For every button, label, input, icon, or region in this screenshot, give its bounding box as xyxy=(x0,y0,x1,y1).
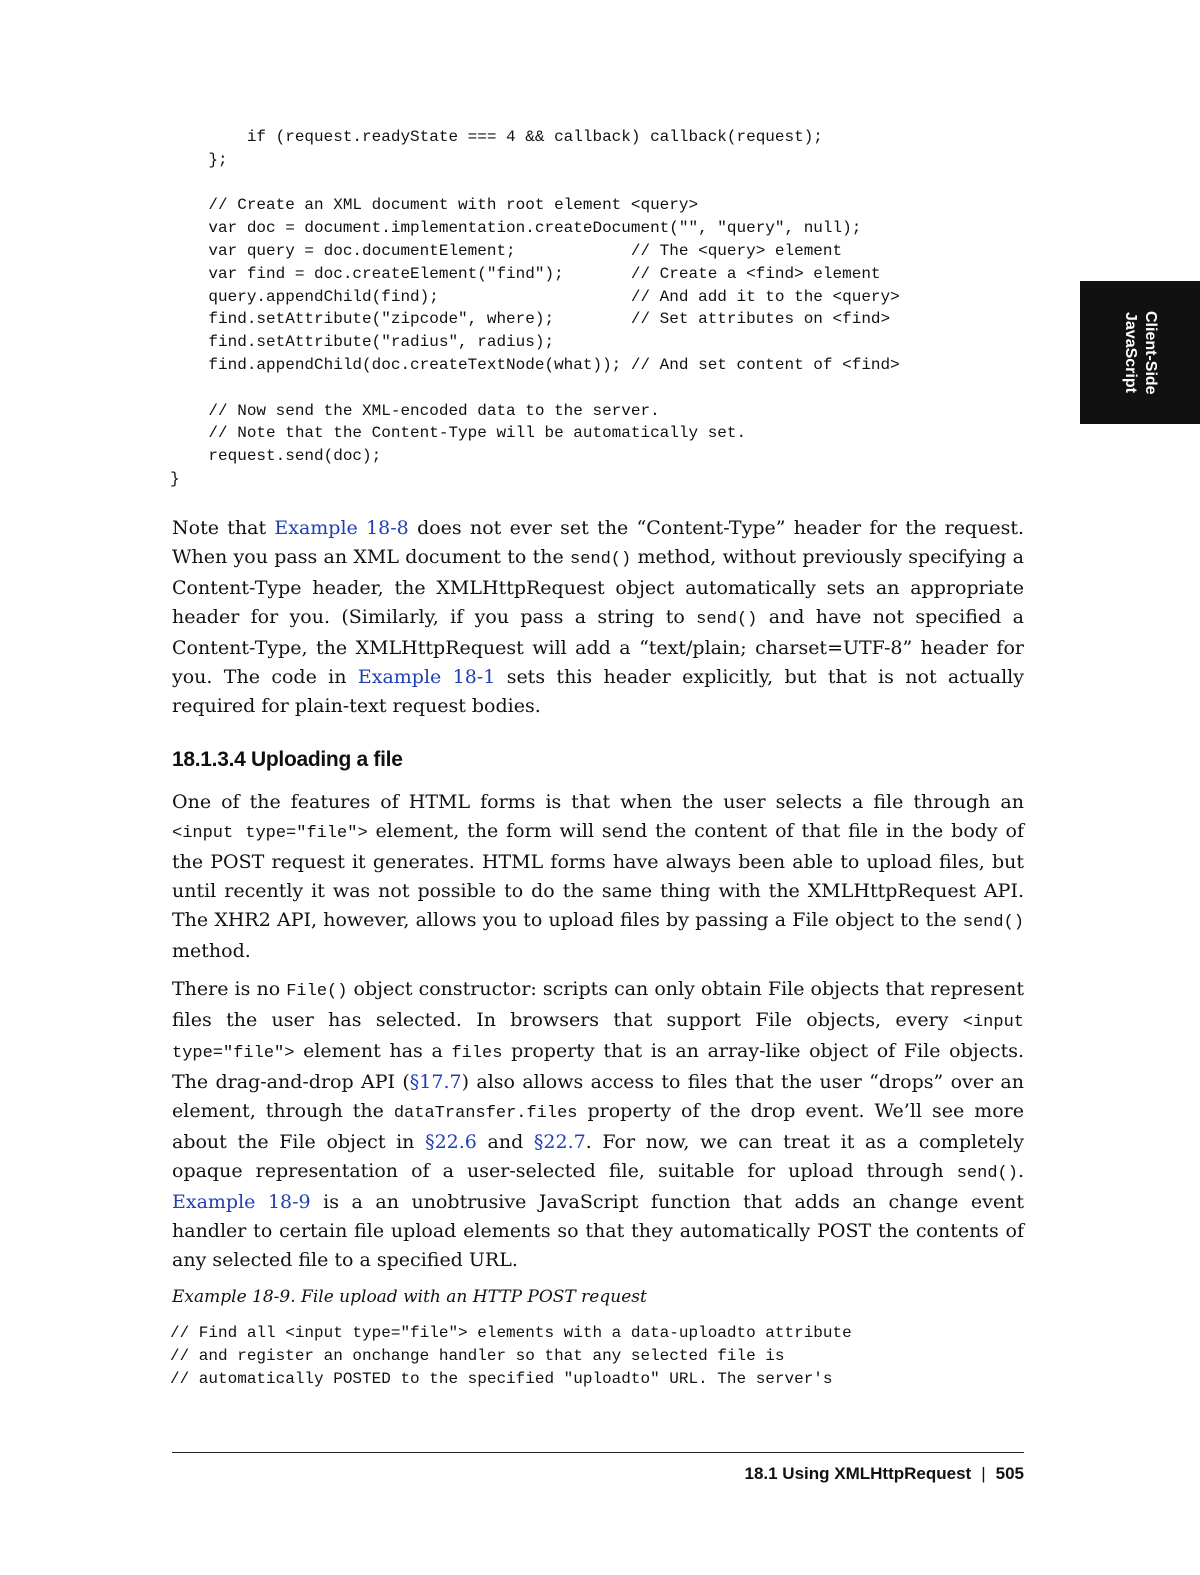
code-input-file: <input type="file"> xyxy=(172,824,368,843)
link-example-18-1[interactable]: Example 18-1 xyxy=(357,666,496,688)
text-run: element has a xyxy=(294,1040,452,1062)
text-run: is a an unobtrusive JavaScript function that adds an change event handler to certain file upload elements so that they automatically POST the contents of any selected file to a specified URL. xyxy=(172,1191,1025,1271)
link-example-18-8[interactable]: Example 18-8 xyxy=(274,517,409,539)
paragraph-file-objects xyxy=(172,975,1024,1275)
text-run: does not ever set the “Content-Type” header for the request. When you pass an XML document to the xyxy=(172,517,1025,568)
section-heading: 18.1.3.4 Uploading a file xyxy=(172,748,403,771)
text-run: method. xyxy=(172,940,251,962)
text-run: and have not specified a Content-Type, the XMLHttpRequest will add a “text/plain; charset=UTF-8” header for you. The code in xyxy=(172,606,1025,688)
code-block-bottom: // Find all <input type="file"> elements with a data-uploadto attribute // and register an onchange handler so that any selected file is // automatically POSTED to the specified "uploadto" URL. The server's xyxy=(170,1324,852,1388)
code-block-top: if (request.readyState === 4 && callback) callback(request); }; // Create an XML document with root element <query> var doc = document.implementation.createDocument("", "query", null); var query = doc.documentElement; // The <query> element var find = doc.createElement("find"); // Create a <find> element query.appendChild(find); // And add it to the <query> find.setAttribute("zipcode", where); // Set attributes on <find> find.setAttribute("radius", radius); find.appendChild(doc.createTextNode(what)); // And set content of <find> // Now send the XML-encoded data to the server. // Note that the Content-Type will be automatically set. request.send(doc); } xyxy=(170,128,900,488)
page-number: 505 xyxy=(995,1464,1024,1483)
code-datatransfer-files: dataTransfer.files xyxy=(393,1104,578,1123)
text-run: . For now, we can treat it as a completely opaque representation of a user-selected file, suitable for upload through xyxy=(172,1131,1024,1182)
text-run: property that is an array-like object of File objects. The drag-and-drop API ( xyxy=(172,1040,1024,1093)
footer-rule xyxy=(172,1452,1024,1453)
text-run: and xyxy=(476,1131,534,1153)
paragraph-content-type-note xyxy=(172,514,1024,721)
text-run: method, without previously specifying a Content-Type header, the XMLHttpRequest object automatically sets an appropriate header for you. (Similarly, if you pass a string to xyxy=(172,546,1024,628)
paragraph-html-forms xyxy=(172,788,1024,966)
code-file-constructor: File() xyxy=(286,982,348,1001)
code-send: send() xyxy=(696,610,758,629)
link-section-22-7[interactable]: §22.7 xyxy=(533,1131,586,1153)
text-run: sets this header explicitly, but that is not actually required for plain-text request bodies. xyxy=(172,666,1024,717)
side-tab-line-1: Client-Side xyxy=(1142,310,1159,395)
code-files: files xyxy=(451,1044,503,1063)
text-run: Note that xyxy=(172,517,275,539)
side-tab xyxy=(1080,281,1200,424)
link-section-22-6[interactable]: §22.6 xyxy=(425,1131,477,1153)
side-tab-line-2: JavaScript xyxy=(1122,312,1139,393)
text-run: One of the features of HTML forms is that when the user selects a file through an xyxy=(172,791,1024,813)
text-run: ) also allows access to files that the user “drops” over an element, through the xyxy=(172,1071,1024,1122)
code-send: send() xyxy=(570,550,632,569)
example-caption: Example 18-9. File upload with an HTTP POST request xyxy=(172,1287,647,1307)
text-run: element, the form will send the content of that file in the body of the POST request it generates. HTML forms have always been able to upload files, but until recently it was not possible to do the same thing with the XMLHttpRequest API. The XHR2 API, however, allows you to upload files by passing a File object to the xyxy=(172,820,1024,931)
text-run: property of the drop event. We’ll see more about the File object in xyxy=(172,1100,1024,1153)
link-section-17-7[interactable]: §17.7 xyxy=(409,1071,462,1093)
code-send: send() xyxy=(962,913,1024,932)
code-send: send() xyxy=(956,1164,1018,1183)
text-run: There is no xyxy=(172,978,287,1000)
text-run: object constructor: scripts can only obtain File objects that represent files the user has selected. In browsers that support File objects, every xyxy=(172,978,1024,1031)
footer-section-title: 18.1 Using XMLHttpRequest xyxy=(744,1464,972,1483)
text-run: . xyxy=(1017,1160,1024,1182)
code-input-file: <input type="file"> xyxy=(172,1013,1024,1063)
footer-separator: | xyxy=(981,1464,986,1483)
page-footer xyxy=(745,1464,1025,1484)
link-example-18-9[interactable]: Example 18-9 xyxy=(172,1191,311,1213)
